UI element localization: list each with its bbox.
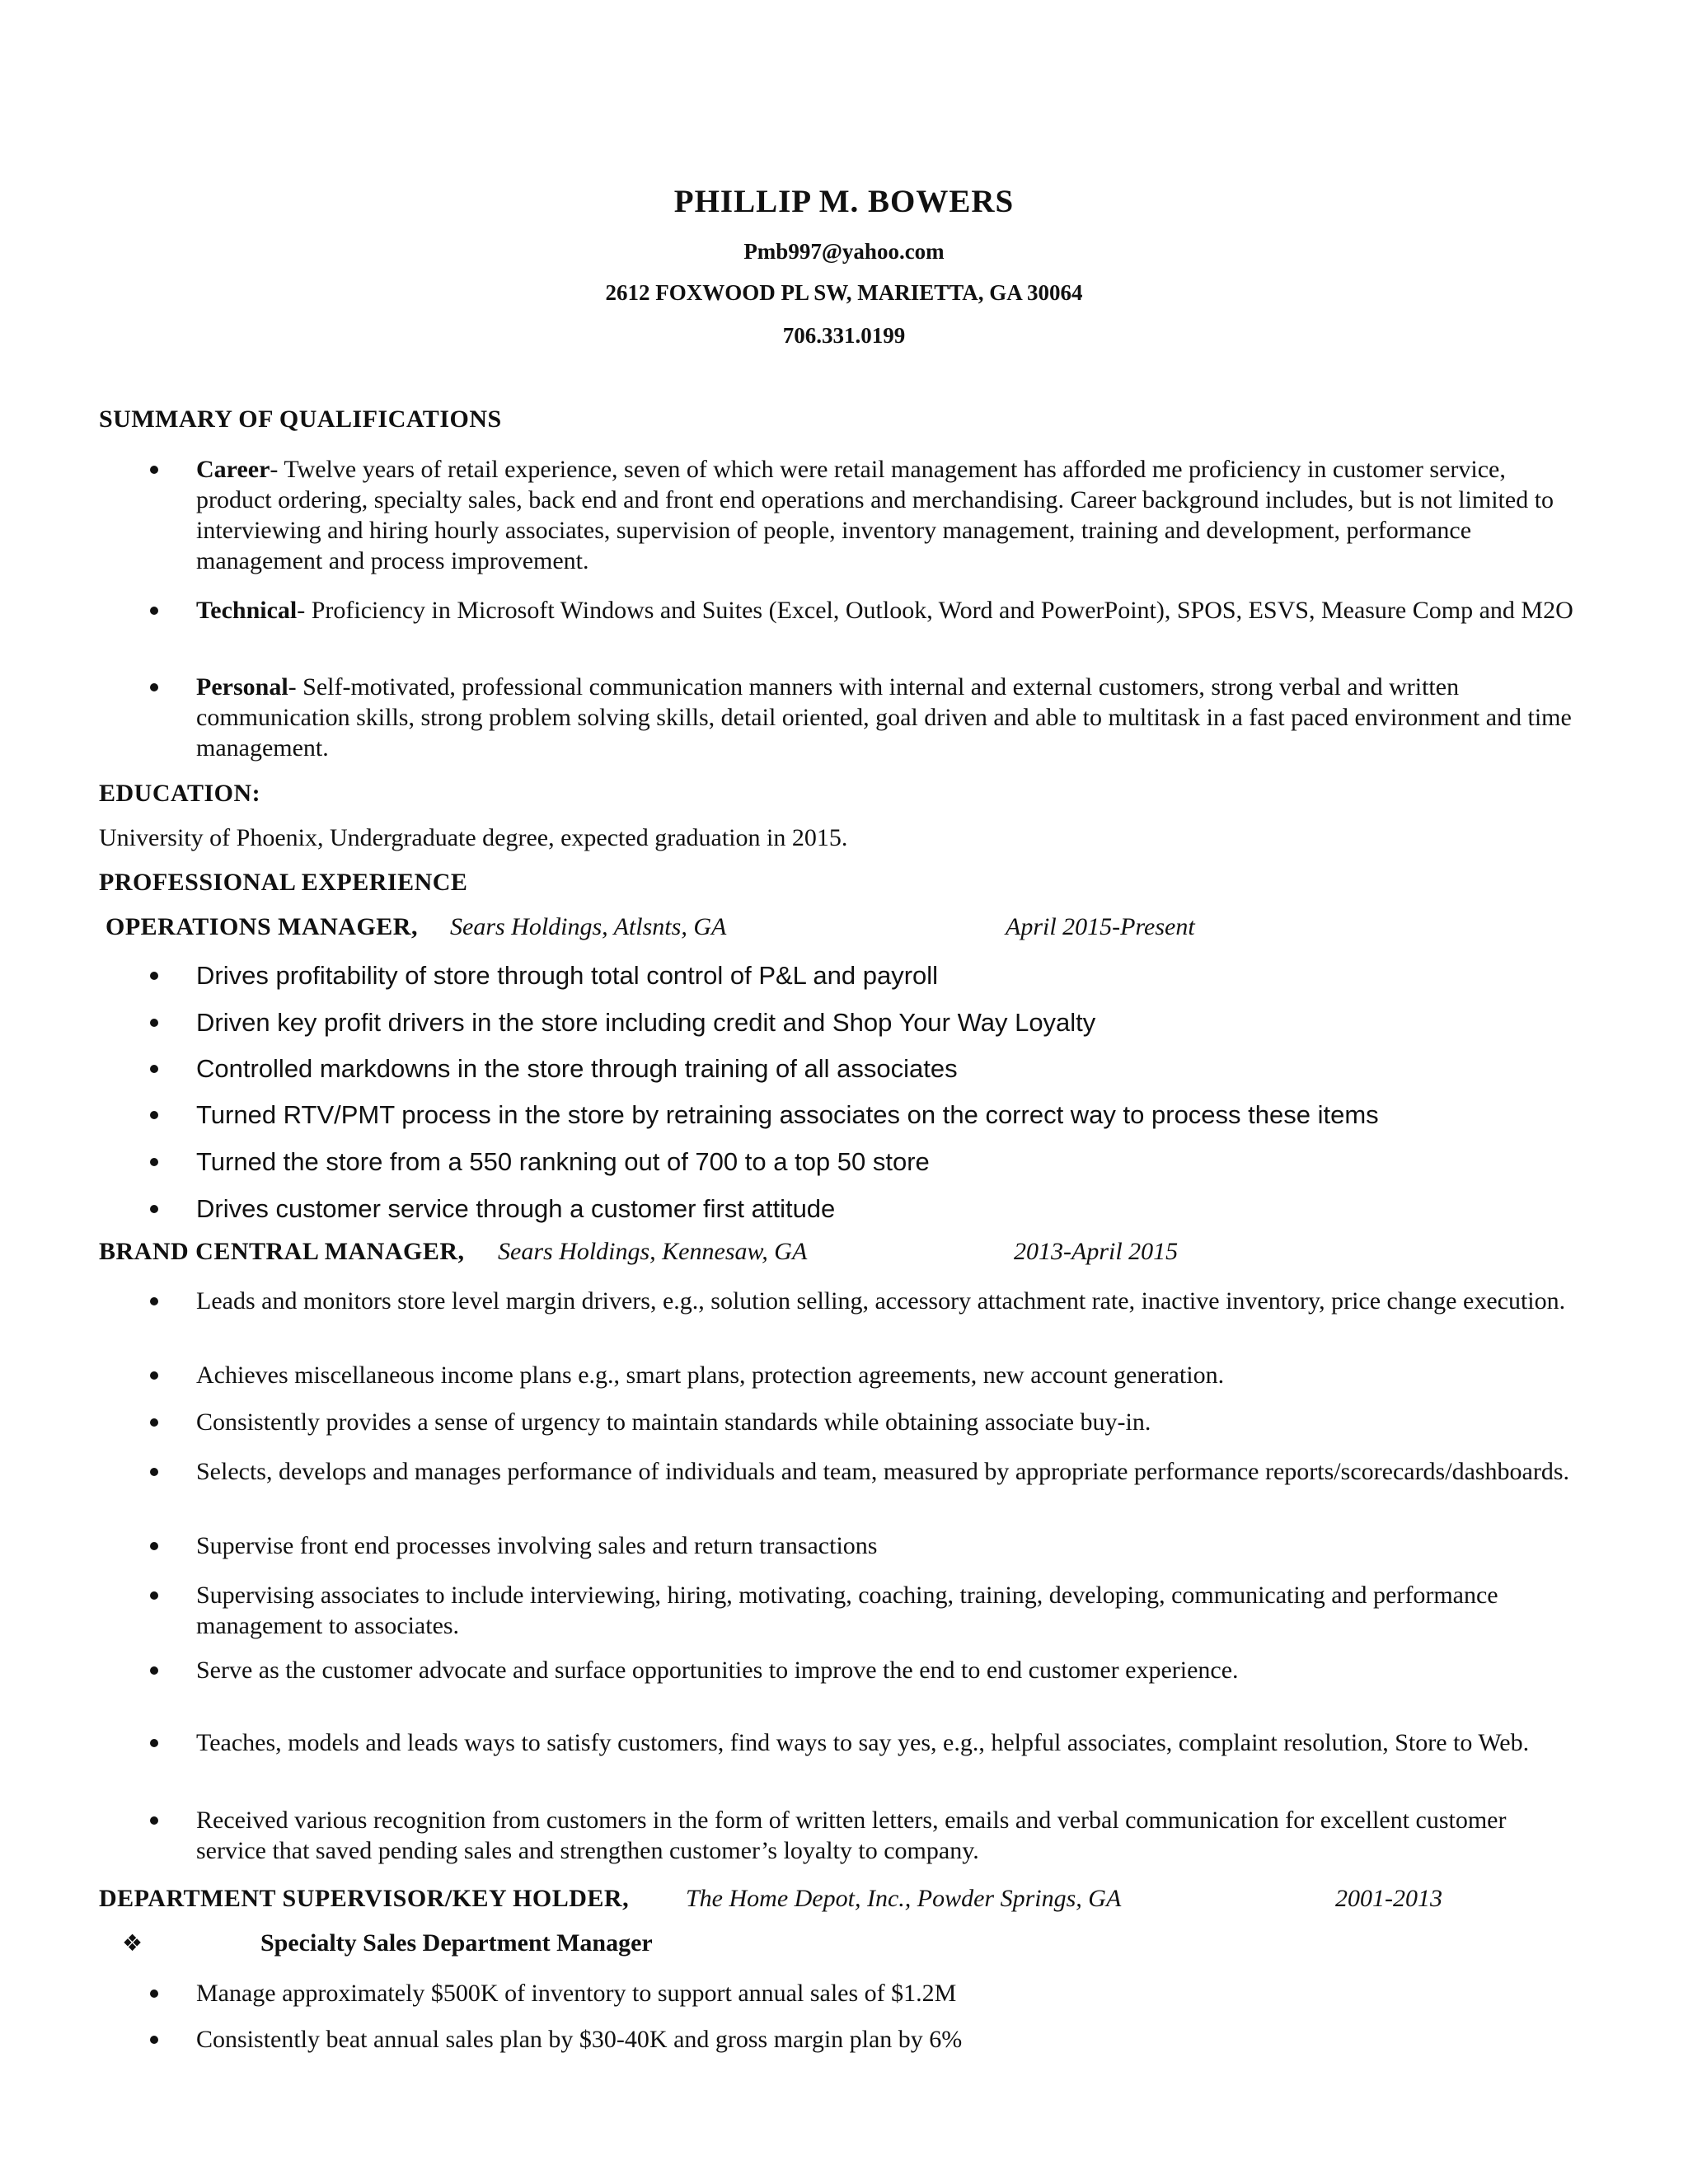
education-text: University of Phoenix, Undergraduate degree, expected graduation in 2015. (99, 824, 848, 851)
summary-item-career (196, 454, 1581, 576)
summary-label: Career (196, 456, 270, 483)
list-item: Drives profitability of store through total control of P&L and payroll (196, 960, 1581, 991)
list-item: Received various recognition from customers in the form of written letters, emails and verbal communication for excellent customer service that saved pending sales and strengthen customer’s loyalty to company. (196, 1805, 1581, 1866)
list-item: Selects, develops and manages performance of individuals and team, measured by appropriate performance reports/scorecards/dashboards. (196, 1456, 1581, 1487)
summary-label: Technical (196, 597, 298, 624)
list-item: Manage approximately $500K of inventory to support annual sales of $1.2M (196, 1978, 1581, 2008)
job-dates: 2013-April 2015 (1014, 1238, 1179, 1265)
list-item: Turned RTV/PMT process in the store by retraining associates on the correct way to process these items (196, 1099, 1581, 1130)
job-dates: April 2015-Present (1006, 913, 1195, 940)
job-title: DEPARTMENT SUPERVISOR/KEY HOLDER, (99, 1885, 630, 1912)
list-item: Turned the store from a 550 rankning out of 700 to a top 50 store (196, 1146, 1581, 1177)
education-heading: EDUCATION: (99, 780, 261, 807)
list-item: Teaches, models and leads ways to satisfy customers, find ways to say yes, e.g., helpful associates, complaint resolution, Store to Web. (196, 1727, 1581, 1758)
summary-item-technical (196, 595, 1581, 626)
job-company: The Home Depot, Inc., Powder Springs, GA (686, 1885, 1122, 1912)
job-company: Sears Holdings, Atlsnts, GA (450, 913, 727, 940)
list-item: Supervising associates to include interviewing, hiring, motivating, coaching, training, developing, communicating and performance management to associates. (196, 1580, 1581, 1641)
list-item: Consistently beat annual sales plan by $30-40K and gross margin plan by 6% (196, 2024, 1581, 2055)
job-operations-manager (99, 913, 1582, 946)
list-item: Achieves miscellaneous income plans e.g., smart plans, protection agreements, new account generation. (196, 1360, 1581, 1390)
list-item: Controlled markdowns in the store through training of all associates (196, 1053, 1581, 1084)
list-item: Serve as the customer advocate and surface opportunities to improve the end to end customer experience. (196, 1655, 1581, 1685)
email: Pmb997@yahoo.com (743, 239, 945, 264)
job-department-supervisor (99, 1885, 1582, 1918)
summary-label: Personal (196, 673, 288, 701)
job-company: Sears Holdings, Kennesaw, GA (498, 1238, 808, 1265)
list-item: Supervise front end processes involving sales and return transactions (196, 1530, 1581, 1561)
summary-heading: SUMMARY OF QUALIFICATIONS (99, 405, 502, 433)
subheading-row (99, 1929, 1088, 1962)
job-dates: 2001-2013 (1335, 1885, 1442, 1912)
list-item: Drives customer service through a customer first attitude (196, 1193, 1581, 1224)
diamond-bullet-icon: ❖ (122, 1929, 143, 1957)
job-title: OPERATIONS MANAGER, (106, 913, 418, 940)
summary-text: - Proficiency in Microsoft Windows and Suites (Excel, Outlook, Word and PowerPoint), SPOS, ESVS, Measure Comp and M2O (297, 597, 1573, 624)
list-item: Consistently provides a sense of urgency to maintain standards while obtaining associate buy-in. (196, 1407, 1581, 1437)
phone: 706.331.0199 (782, 323, 906, 348)
subheading: Specialty Sales Department Manager (260, 1929, 653, 1957)
list-item: Driven key profit drivers in the store including credit and Shop Your Way Loyalty (196, 1007, 1581, 1038)
list-item: Leads and monitors store level margin drivers, e.g., solution selling, accessory attachment rate, inactive inventory, price change execution. (196, 1286, 1581, 1316)
job-title: BRAND CENTRAL MANAGER, (99, 1238, 465, 1265)
job-brand-central-manager (99, 1238, 1582, 1271)
candidate-name: PHILLIP M. BOWERS (673, 184, 1015, 219)
experience-heading: PROFESSIONAL EXPERIENCE (99, 869, 468, 896)
summary-item-personal (196, 672, 1581, 763)
summary-text: - Self-motivated, professional communication manners with internal and external customers, strong verbal and written communication skills, strong problem solving skills, detail oriented, goal driven and able to multitask in a fast paced environment and time management. (196, 673, 1572, 762)
summary-text: - Twelve years of retail experience, seven of which were retail management has afforded me proficiency in customer service, product ordering, specialty sales, back end and front end operations and merchandising. Career background includes, but is not limited to interviewing and hiring hourly associates, supervision of people, inventory management, training and development, performance management and process improvement. (196, 456, 1554, 574)
address: 2612 FOXWOOD PL SW, MARIETTA, GA 30064 (605, 280, 1083, 305)
